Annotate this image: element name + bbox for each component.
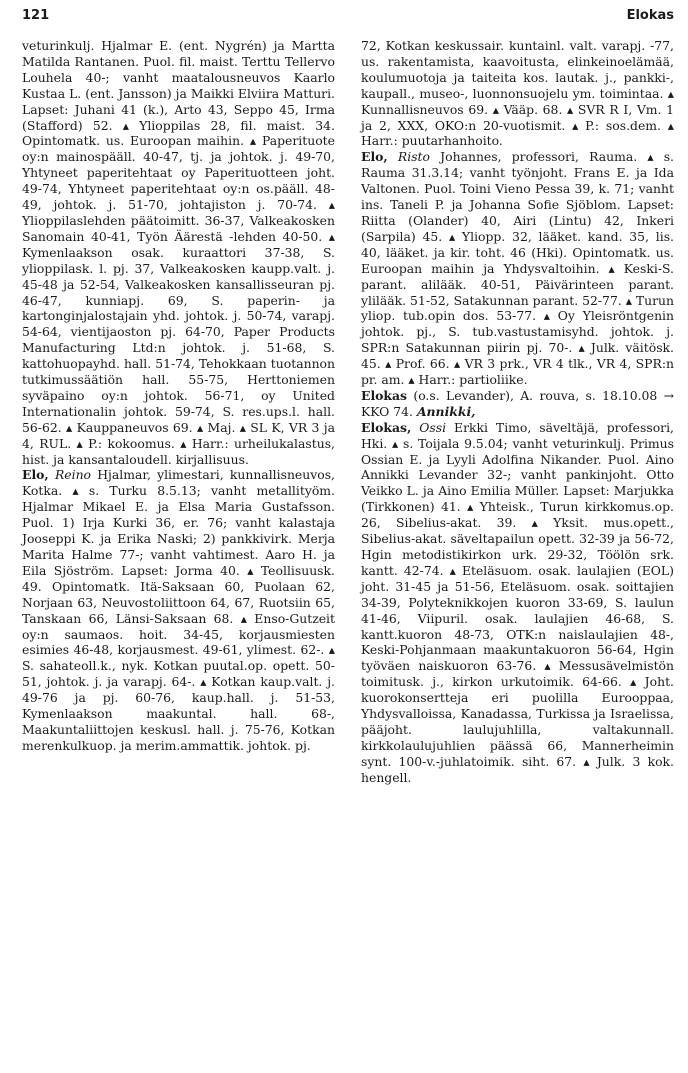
right-column	[361, 38, 674, 1058]
page-number: 121	[22, 8, 50, 23]
entry-text: (o.s. Levander), A. rouva, s. 18.10.08 → KKO 74.	[361, 387, 674, 419]
entry-elo-reino	[22, 467, 335, 753]
entry-text: 72, Kotkan keskussair. kuntainl. valt. varapj. -77, us. rakentamista, kaavoitusta, elinkeinoelämää, koulumuotoja ja taiteita kos. lautak. j., pankki-, kaupall., museo-, luonnonsuojelu ym. toimintaa. ▴ Kunnallisneuvos 69. ▴ Vääp. 68. ▴ SVR R I, Vm. 1 ja 2, XXX, OKO:n 20-vuotismit. ▴ P.: sos.dem. ▴ Harr.: puutarhanhoito.	[361, 38, 674, 149]
entry-text: Hjalmar, ylimestari, kunnallisneuvos, Kotka. ▴ s. Turku 8.5.13; vanht metallityöm. Hjalmar Mikael E. ja Elsa Maria Gustafsson. Puol. 1) Irja Kurki 36, er. 76; vanht kalastaja Jooseppi K. ja Erika Naski; 2) pankkivirk. Merja Marita Halme 77-; vanht vahtimest. Aaro H. ja Eila Sjöström. Lapset: Jorma 40. ▴ Teollisuusk. 49. Opintomatk. Itä-Saksaan 60, Puolaan 62, Norjaan 63, Neuvostoliittoon 64, 67, Ruotsiin 65, Tanskaan 66, Länsi-Saksaan 68. ▴ Enso-Gutzeit oy:n saumaos. hoit. 34-45, korjausmiesten esimies 46-48, korjausmest. 49-61, ylimest. 62-. ▴ S. sahateoll.k., nyk. Kotkan puutal.op. opett. 50-51, johtok. j. ja varapj. 64-. ▴ Kotkan kaup.valt. j. 49-76 ja pj. 60-76, kaup.hall. j. 51-53, Kymenlaakson maakuntal. hall. 68-, Maakuntaliittojen keskusl. hall. j. 75-76, Kotkan merenkulkuop. ja merim.ammattik. johtok. pj.	[22, 467, 335, 753]
entry-headword: Elokas	[361, 387, 408, 403]
entry-given-name: Annikki,	[416, 403, 476, 419]
entry-given-name: Reino	[54, 467, 92, 483]
entry-headword: Elo,	[361, 149, 388, 165]
entry-headword: Elokas,	[361, 419, 412, 435]
entry-text: veturinkulj. Hjalmar E. (ent. Nygrén) ja Martta Matilda Rantanen. Puol. fil. maist. Terttu Tellervo Louhela 40-; vanht maatalousneuvos Kaarlo Kustaa L. (ent. Jansson) ja Maikki Elviira Matturi. Lapset: Juhani 41 (k.), Arto 43, Seppo 45, Irma (Stafford) 52. ▴ Ylioppilas 28, fil. maist. 34. Opintomatk. us. Euroopan maihin. ▴ Paperituote oy:n mainospääll. 40-47, tj. ja johtok. j. 49-70, Yhtyneet paperitehtaat oy Paperituotteen joht. 49-74, Yhtyneet paperitehtaat oy:n os.pääll. 48-49, johtok. j. 51-70, johtajiston j. 70-74. ▴ Ylioppilaslehden päätoimitt. 36-37, Valkeakosken Sanomain 40-41, Työn Äärestä -lehden 40-50. ▴ Kymenlaakson osak. kuraattori 37-38, S. ylioppilask. l. pj. 37, Valkeakosken kaupp.valt. j. 45-48 ja 52-54, Valkeakosken kansallisseuran pj. 46-47, kunniapj. 69, S. paperin- ja kartonginjalostajain yhd. johtok. j. 50-74, varapj. 54-64, vientijaoston pj. 64-70, Paper Products Manufacturing Ltd:n johtok. j. 51-68, S. kattohuopayhd. hall. 51-74, Tehokkaan tuotannon tutkimussäätiön hall. 55-75, Herttoniemen syväpaino oy:n johtok. 56-71, oy United Internationalin johtok. 59-74, S. res.ups.l. hall. 56-62. ▴ Kauppaneuvos 69. ▴ Maj. ▴ SL K, VR 3 ja 4, RUL. ▴ P.: kokoomus. ▴ Harr.: urheilukalastus, hist. ja kansantaloudell. kirjallisuus.	[22, 38, 335, 467]
left-column	[22, 38, 335, 1058]
entry-continuation	[361, 38, 674, 149]
entry-text: Johannes, professori, Rauma. ▴ s. Rauma 31.3.14; vanht työnjoht. Frans E. ja Ida Valtonen. Puol. Toini Vieno Pessa 39, k. 71; vanht ins. Taneli P. ja Johanna Sofie Sjöblom. Lapset: Riitta (Olander) 40, Airi (Lintu) 42, Inkeri (Sarpila) 45. ▴ Yliopp. 32, lääket. kand. 35, lis. 40, lääket. ja kir. toht. 46 (Hki). Opintomatk. us. Euroopan maihin ja Yhdysvaltoihin. ▴ Keski-S. parant. alilääk. 40-51, Päivärinteen parant. ylilääk. 51-52, Satakunnan parant. 52-77. ▴ Turun yliop. tub.opin dos. 53-77. ▴ Oy Yleisröntgenin johtok. pj., S. tub.vastustamisyhd. johtok. j. SPR:n Satakunnan piirin pj. 70-. ▴ Julk. väitösk. 45. ▴ Prof. 66. ▴ VR 3 prk., VR 4 tlk., VR 4, SPR:n pr. am. ▴ Harr.: partioliike.	[361, 149, 674, 388]
page-header	[22, 8, 674, 30]
running-head: Elokas	[626, 8, 674, 23]
entry-given-name: Ossi	[419, 419, 447, 435]
entry-elokas-annikki	[361, 388, 674, 420]
entry-elokas-ossi	[361, 420, 674, 786]
entry-elo-risto	[361, 149, 674, 388]
entry-given-name: Risto	[397, 149, 430, 165]
entry-headword: Elo,	[22, 467, 49, 483]
entry-continuation	[22, 38, 335, 467]
entry-text: Erkki Timo, säveltäjä, professori, Hki. ▴ s. Toijala 9.5.04; vanht veturinkulj. Primus Ossian E. ja Lyyli Adolfina Nikander. Puol. Aino Annikki Levander 32-; vanht pankinjoht. Otto Veikko L. ja Aino Emilia Müller. Lapset: Marjukka (Tirkkonen) 41. ▴ Yhteisk., Turun kirkkomus.op. 26, Sibelius-akat. 39. ▴ Yksit. mus.opett., Sibelius-akat. säveltapailun opett. 32-39 ja 56-72, Hgin metodistikirkon urk. 29-32, Töölön srk. kantt. 42-74. ▴ Eteläsuom. osak. laulajien (EOL) joht. 31-45 ja 51-56, Eteläsuom. osak. soittajien 34-39, Polyteknikkojen kuoron 33-69, S. laulun 41-46, Viipuril. osak. laulajien 46-68, S. kantt.kuoron 48-73, OTK:n naislaulajien 48-, Keski-Pohjanmaan maakuntakuoron 56-64, Hgin työväen naiskuoron 63-76. ▴ Messusävelmistön toimitusk. j., kirkon urkutoimik. 64-66. ▴ Joht. kuorokonsertteja eri puolilla Eurooppaa, Yhdysvalloissa, Kanadassa, Turkissa ja Israelissa, pääjoht. laulujuhlilla, valtakunnall. kirkkolaulujuhlien päässä 66, Mannerheimin synt. 100-v.-juhlatoimik. siht. 67. ▴ Julk. 3 kok. hengell.	[361, 419, 674, 785]
text-columns	[22, 38, 674, 1058]
